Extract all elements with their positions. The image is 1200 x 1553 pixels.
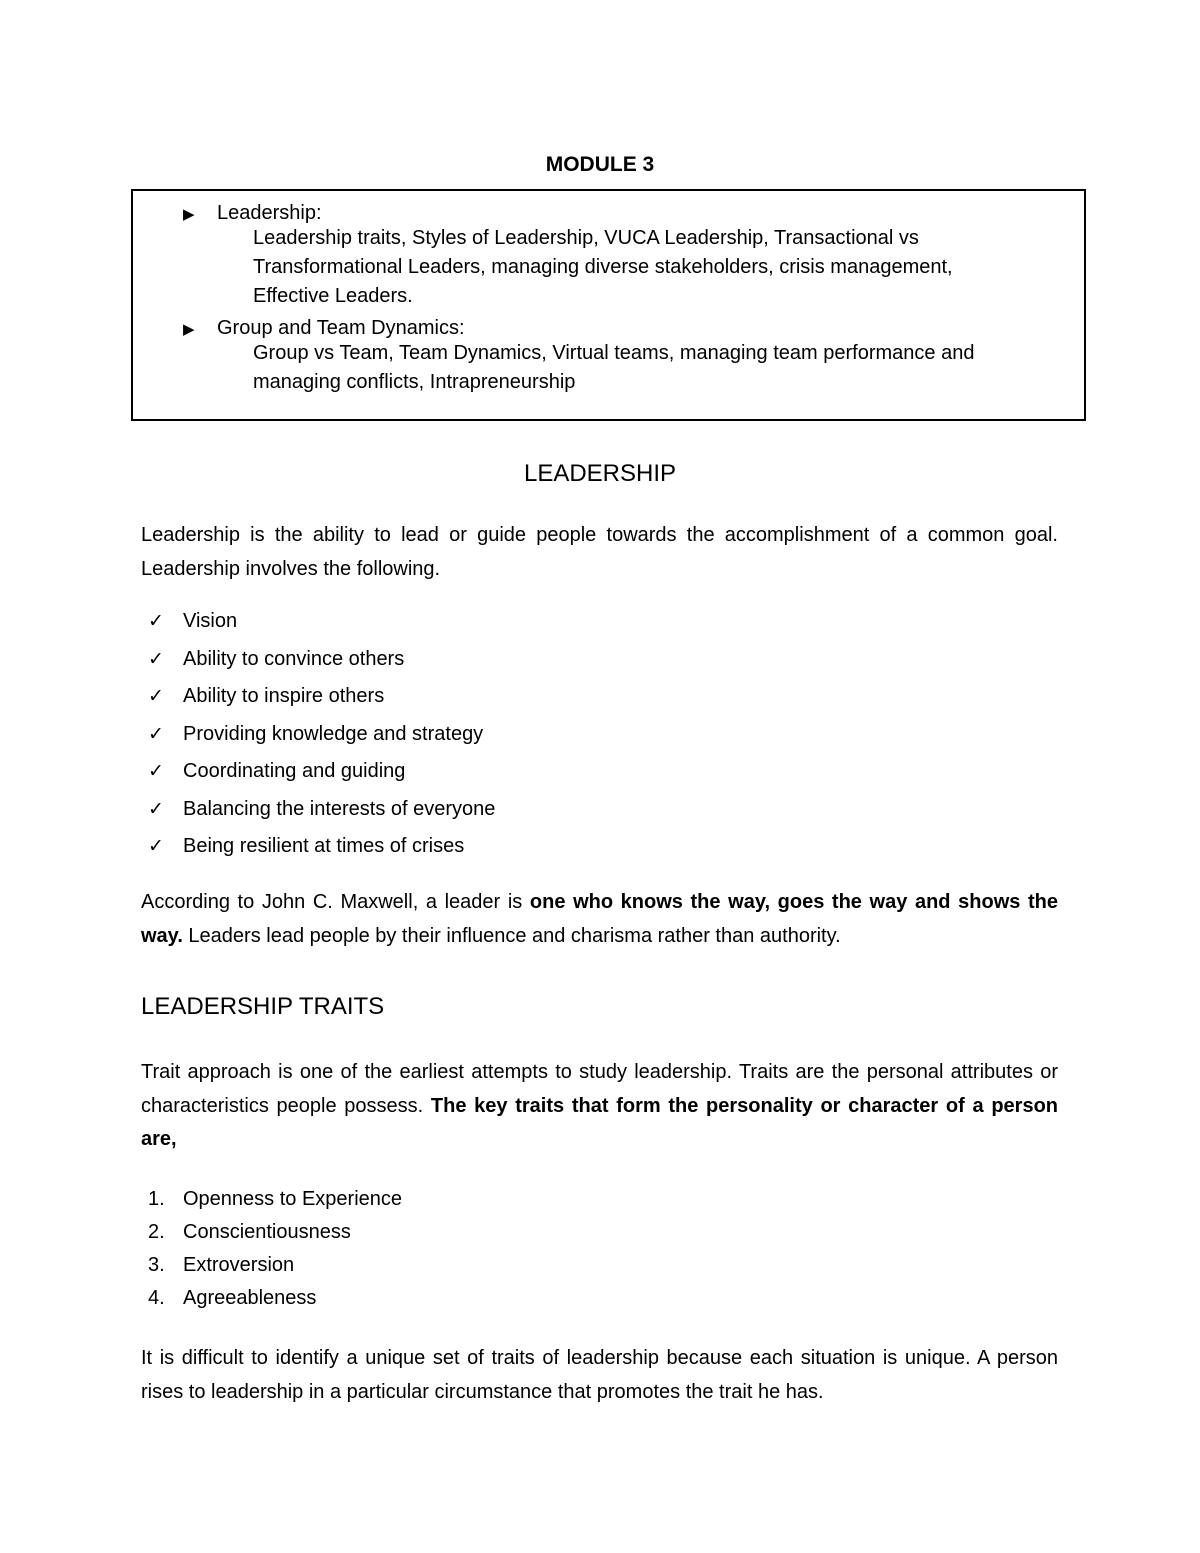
checkmark-icon: ✓ [148, 686, 164, 707]
list-item: ✓ Being resilient at times of crises [148, 828, 495, 866]
leadership-checklist [148, 603, 495, 866]
checkmark-icon: ✓ [148, 723, 164, 745]
topic-heading: Group and Team Dynamics: [217, 317, 465, 339]
maxwell-definition: one who knows the way, goes the way and shows the way. [141, 891, 1058, 947]
traits-intro: Trait approach is one of the earliest attempts to study leadership. Traits are the personal attributes or characteristics people possess. The key traits that form the personality or character of a person are, [141, 1061, 1058, 1150]
topic-description-line: Leadership traits, Styles of Leadership, VUCA Leadership, Transactional vs [253, 227, 919, 249]
topic-description-line: Group vs Team, Team Dynamics, Virtual teams, managing team performance and [253, 342, 975, 364]
module-title: MODULE 3 [545, 153, 655, 176]
topic-description-line: managing conflicts, Intrapreneurship [253, 371, 576, 393]
traits-numbered-list [148, 1183, 402, 1315]
list-item: ✓ Ability to inspire others [148, 678, 495, 716]
checkmark-icon: ✓ [148, 648, 164, 670]
list-item: ✓ Providing knowledge and strategy [148, 716, 495, 754]
topic-heading: Leadership: [217, 202, 322, 224]
list-item: ✓ Vision [148, 603, 495, 641]
list-item: ✓ Balancing the interests of everyone [148, 791, 495, 829]
leadership-traits-heading: LEADERSHIP TRAITS [141, 993, 385, 1020]
list-item: 1. Openness to Experience [148, 1188, 403, 1210]
list-item: ✓ Ability to convince others [148, 641, 495, 679]
checkmark-icon: ✓ [148, 611, 164, 632]
checkmark-icon: ✓ [148, 836, 164, 857]
traits-key-statement: The key traits that form the personality or character of a person are, [141, 1094, 1058, 1150]
module-topics-box [131, 189, 1086, 421]
triangle-right-icon: ▶ [183, 206, 195, 223]
list-item: 4. Agreeableness [148, 1287, 317, 1309]
checkmark-icon: ✓ [148, 761, 164, 782]
topic-description-line: Transformational Leaders, managing diverse stakeholders, crisis management, [253, 256, 953, 278]
leadership-intro: Leadership is the ability to lead or guide people towards the accomplishment of a common goal. Leadership involves the following. [141, 524, 1058, 580]
topic-description-line: Effective Leaders. [253, 285, 413, 307]
checkmark-icon: ✓ [148, 798, 164, 820]
traits-closing: It is difficult to identify a unique set of traits of leadership because each situation is unique. A person rises to leadership in a particular circumstance that promotes the trait he has. [141, 1347, 1058, 1403]
list-item: ✓ Coordinating and guiding [148, 753, 495, 791]
topic-description [253, 224, 1053, 311]
topic-description [253, 339, 1053, 397]
maxwell-quote: According to John C. Maxwell, a leader is one who knows the way, goes the way and shows the way. Leaders lead people by their influence and charisma rather than authority. [141, 891, 1058, 947]
leadership-heading: LEADERSHIP [523, 460, 677, 487]
triangle-right-icon: ▶ [183, 321, 195, 338]
list-item: 2. Conscientiousness [148, 1221, 351, 1243]
list-item: 3. Extroversion [148, 1254, 295, 1276]
